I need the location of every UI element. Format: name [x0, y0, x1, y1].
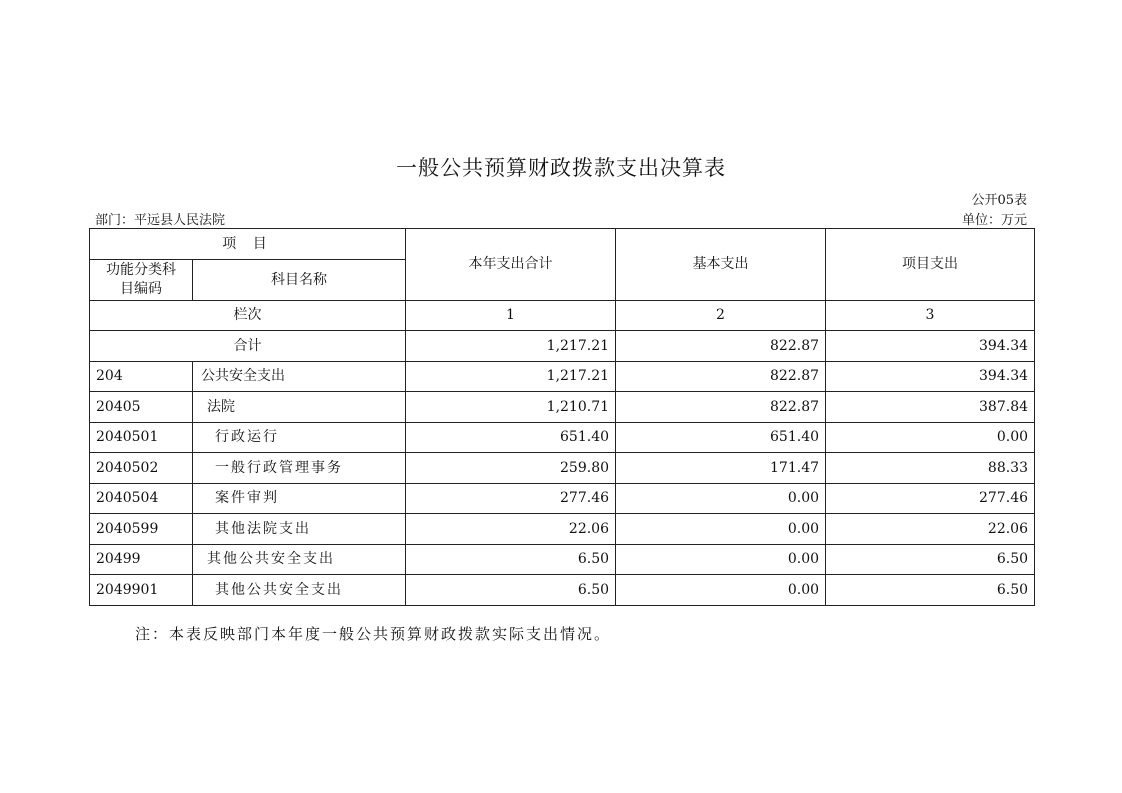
table-row	[90, 392, 1035, 423]
row-project: 0.00	[826, 422, 1035, 453]
total-sum: 1,217.21	[406, 331, 616, 362]
row-total: 22.06	[406, 514, 616, 545]
total-basic: 822.87	[616, 331, 826, 362]
header-subject-name: 科目名称	[193, 259, 406, 300]
department-label: 部门：平远县人民法院	[95, 213, 226, 228]
row-basic: 171.47	[616, 453, 826, 484]
row-name: 案件审判	[193, 483, 406, 514]
header-function-code	[90, 259, 193, 300]
row-name: 一般行政管理事务	[193, 453, 406, 484]
row-basic: 0.00	[616, 514, 826, 545]
header-row-1	[90, 229, 1035, 260]
header-project-expenditure: 项目支出	[826, 229, 1035, 301]
table-row	[90, 361, 1035, 392]
row-name: 公共安全支出	[193, 361, 406, 392]
row-code: 2049901	[90, 575, 193, 606]
row-project: 6.50	[826, 544, 1035, 575]
row-code: 2040502	[90, 453, 193, 484]
header-project: 项 目	[90, 229, 406, 260]
row-project: 88.33	[826, 453, 1035, 484]
row-total: 1,217.21	[406, 361, 616, 392]
header-basic-expenditure: 基本支出	[616, 229, 826, 301]
row-total: 277.46	[406, 483, 616, 514]
row-code: 2040504	[90, 483, 193, 514]
form-number: 公开05表	[971, 193, 1027, 208]
row-name: 其他公共安全支出	[193, 544, 406, 575]
index-row	[90, 300, 1035, 331]
header-function-code-text: 功能分类科目编码	[106, 261, 176, 297]
row-code: 20405	[90, 392, 193, 423]
row-total: 6.50	[406, 544, 616, 575]
row-total: 651.40	[406, 422, 616, 453]
row-name: 法院	[193, 392, 406, 423]
row-project: 387.84	[826, 392, 1035, 423]
row-total: 1,210.71	[406, 392, 616, 423]
row-code: 20499	[90, 544, 193, 575]
page-title: 一般公共预算财政拨款支出决算表	[396, 156, 726, 180]
header-total-expenditure: 本年支出合计	[406, 229, 616, 301]
row-basic: 0.00	[616, 483, 826, 514]
footnote: 注：本表反映部门本年度一般公共预算财政拨款实际支出情况。	[135, 625, 612, 643]
row-code: 2040599	[90, 514, 193, 545]
table-row	[90, 422, 1035, 453]
row-basic: 822.87	[616, 361, 826, 392]
unit-label: 单位：万元	[961, 213, 1027, 228]
table-row	[90, 575, 1035, 606]
row-project: 394.34	[826, 361, 1035, 392]
total-project: 394.34	[826, 331, 1035, 362]
table-row	[90, 544, 1035, 575]
row-basic: 822.87	[616, 392, 826, 423]
row-name: 其他公共安全支出	[193, 575, 406, 606]
total-label: 合计	[90, 331, 406, 362]
row-name: 其他法院支出	[193, 514, 406, 545]
row-name: 行政运行	[193, 422, 406, 453]
expenditure-table	[89, 228, 1035, 606]
row-total: 6.50	[406, 575, 616, 606]
row-code: 204	[90, 361, 193, 392]
table-row	[90, 514, 1035, 545]
row-basic: 0.00	[616, 544, 826, 575]
row-project: 277.46	[826, 483, 1035, 514]
index-1: 1	[406, 300, 616, 331]
index-label: 栏次	[90, 300, 406, 331]
row-project: 22.06	[826, 514, 1035, 545]
row-total: 259.80	[406, 453, 616, 484]
table-row	[90, 483, 1035, 514]
row-basic: 651.40	[616, 422, 826, 453]
index-3: 3	[826, 300, 1035, 331]
table-row	[90, 453, 1035, 484]
total-row	[90, 331, 1035, 362]
row-project: 6.50	[826, 575, 1035, 606]
row-code: 2040501	[90, 422, 193, 453]
row-basic: 0.00	[616, 575, 826, 606]
index-2: 2	[616, 300, 826, 331]
